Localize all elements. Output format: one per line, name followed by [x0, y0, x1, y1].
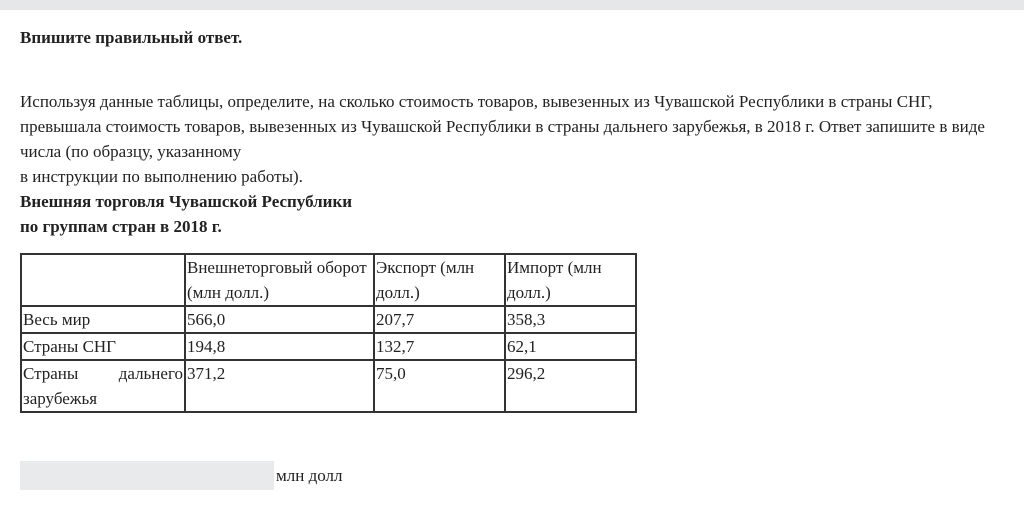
table-header-cell: Импорт (млн долл.) [505, 254, 636, 306]
table-row [21, 333, 636, 360]
table-cell: 296,2 [505, 360, 636, 412]
table-header-cell [21, 254, 185, 306]
table-row [21, 306, 636, 333]
answer-unit: млн долл [276, 465, 343, 485]
table-header-cell: Внешнеторговый оборот (млн долл.) [185, 254, 374, 306]
table-cell: 132,7 [374, 333, 505, 360]
table-cell: 194,8 [185, 333, 374, 360]
task-instruction: Впишите правильный ответ. [20, 28, 243, 47]
table-cell: Страны СНГ [21, 333, 185, 360]
question-line-2: в инструкции по выполнению работы). [20, 167, 303, 186]
table-cell: 566,0 [185, 306, 374, 333]
answer-row [20, 461, 342, 490]
trade-table [20, 253, 637, 413]
question-line-1: Используя данные таблицы, определите, на сколько стоимость товаров, вывезенных из Чувашской Республики в страны СНГ, превышала стоимость товаров, вывезенных из Чувашской Республики в страны дальнего зарубежья, в 2018 г. Ответ запишите в виде числа (по образцу, указанному [20, 92, 985, 161]
table-title-line-2: по группам стран в 2018 г. [20, 217, 222, 236]
table-cell: 75,0 [374, 360, 505, 412]
table-title-line-1: Внешняя торговля Чувашской Республики [20, 192, 353, 211]
task-content [20, 26, 1004, 413]
question-text [20, 89, 1004, 239]
table-header-row [21, 254, 636, 306]
table-cell: 371,2 [185, 360, 374, 412]
table-row [21, 360, 636, 412]
table-cell: 62,1 [505, 333, 636, 360]
table-cell: Весь мир [21, 306, 185, 333]
table-cell: Страны дальнего зарубежья [21, 360, 185, 412]
top-bar [0, 0, 1024, 10]
table-cell: 207,7 [374, 306, 505, 333]
table-header-cell: Экспорт (млн долл.) [374, 254, 505, 306]
answer-input[interactable] [20, 461, 274, 490]
table-cell: 358,3 [505, 306, 636, 333]
